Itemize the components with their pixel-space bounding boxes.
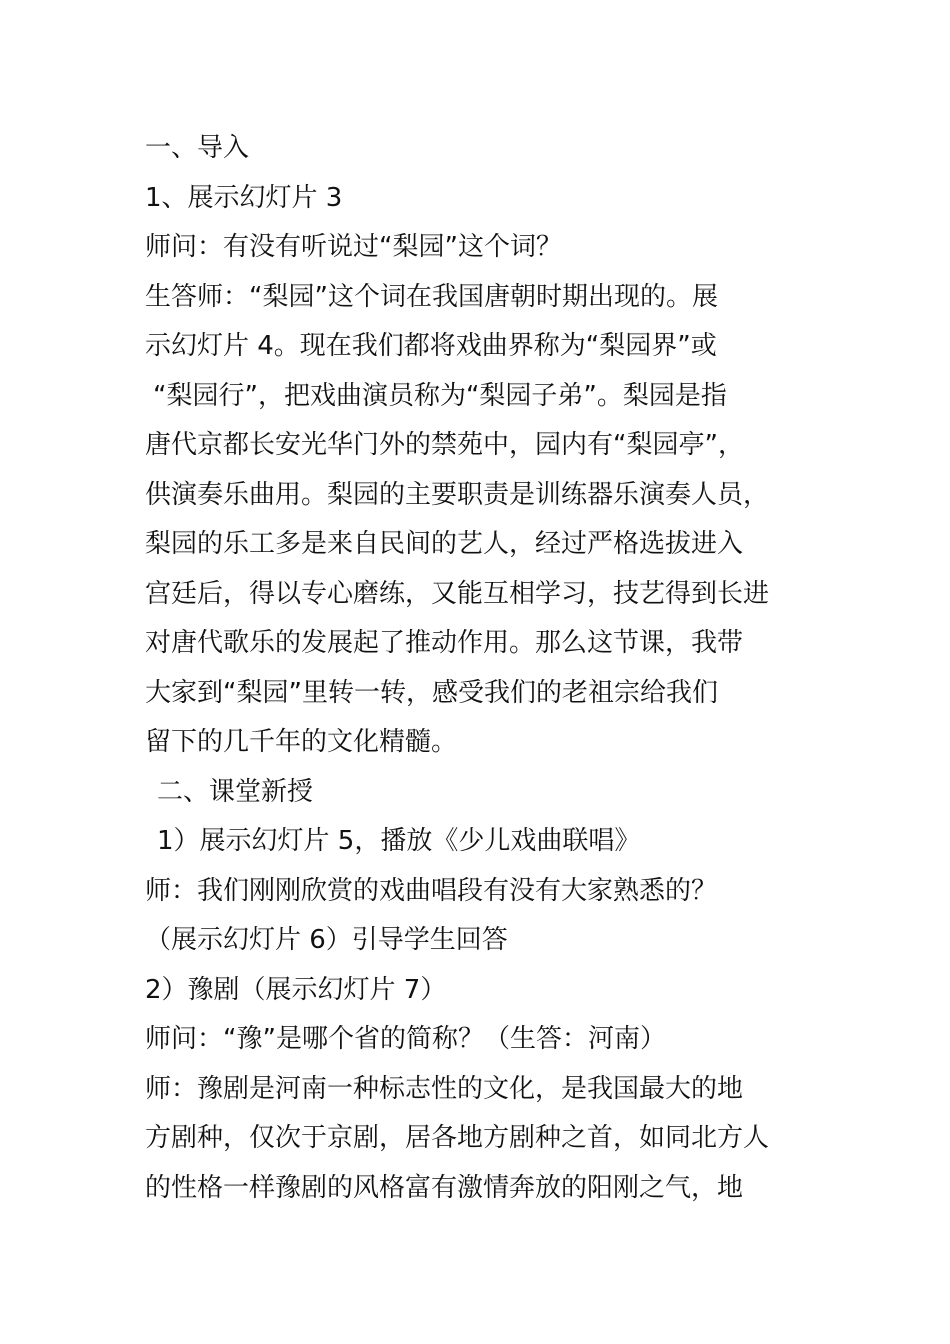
text-line: 对唐代歌乐的发展起了推动作用。那么这节课，我带 [145, 628, 744, 658]
text-line: 方剧种，仅次于京剧，居各地方剧种之首，如同北方人 [145, 1123, 770, 1153]
text-line: 示幻灯片 4。现在我们都将戏曲界称为“梨园界”或 [145, 331, 717, 361]
text-line: 1）展示幻灯片 5，播放《少儿戏曲联唱》 [157, 826, 641, 856]
text-line: 2）豫剧（展示幻灯片 7） [145, 974, 447, 1005]
section-heading-intro: 一、导入 [145, 133, 250, 163]
text-line: （展示幻灯片 6）引导学生回答 [145, 925, 508, 955]
text-line: 的性格一样豫剧的风格富有激情奔放的阳刚之气，地 [145, 1172, 744, 1203]
text-line: 唐代京都长安光华门外的禁苑中，园内有“梨园亭”， [145, 430, 744, 460]
text-line: 1、展示幻灯片 3 [145, 182, 343, 213]
text-line: 梨园的乐工多是来自民间的艺人，经过严格选拔进入 [145, 529, 744, 559]
text-line: 师：豫剧是河南一种标志性的文化，是我国最大的地 [145, 1073, 744, 1104]
text-line: 师问：有没有听说过“梨园”这个词？ [145, 232, 562, 262]
text-line: 大家到“梨园”里转一转，感受我们的老祖宗给我们 [145, 677, 718, 708]
text-line: 宫廷后，得以专心磨练，又能互相学习，技艺得到长进 [145, 578, 770, 609]
text-line: 师问：“豫”是哪个省的简称？（生答：河南） [145, 1024, 666, 1054]
text-line: 供演奏乐曲用。梨园的主要职责是训练器乐演奏人员， [145, 479, 770, 510]
text-line: 留下的几千年的文化精髓。 [145, 727, 458, 757]
text-line: 生答师：“梨园”这个词在我国唐朝时期出现的。展 [145, 281, 718, 312]
text-line: “梨园行”，把戏曲演员称为“梨园子弟”。梨园是指 [153, 380, 727, 411]
section-heading-new-lesson: 二、课堂新授 [157, 776, 314, 807]
document-body [145, 124, 815, 1213]
text-line: 师：我们刚刚欣赏的戏曲唱段有没有大家熟悉的？ [145, 875, 718, 906]
